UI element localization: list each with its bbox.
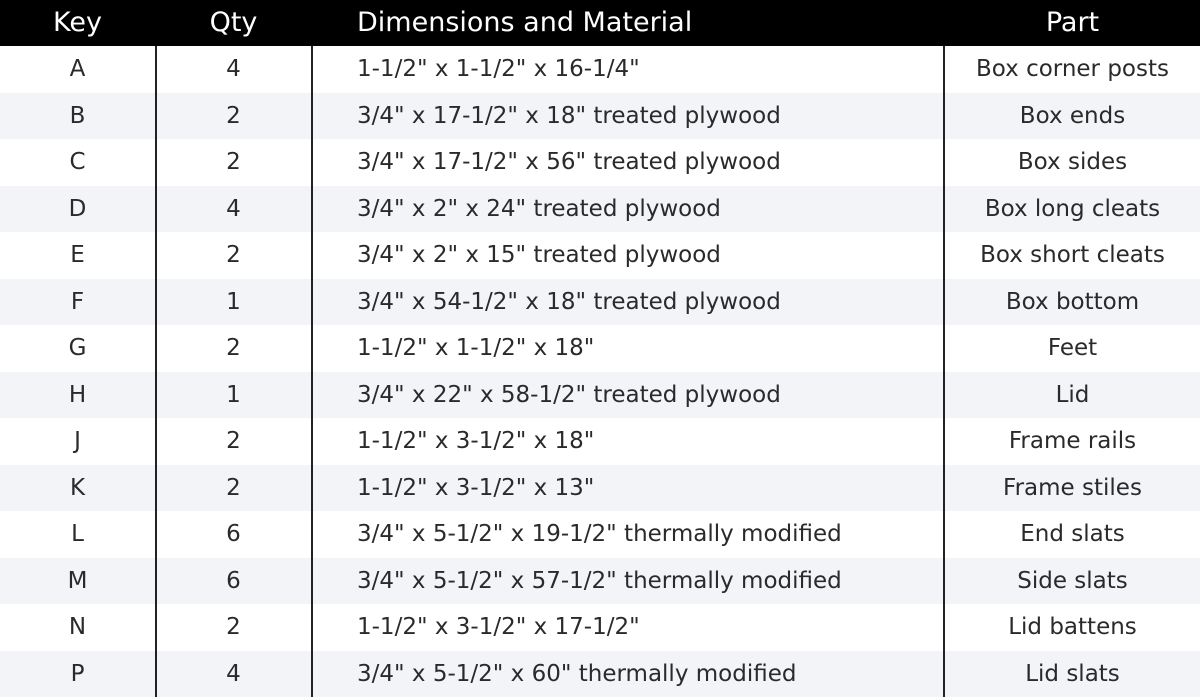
column-divider — [943, 46, 945, 697]
cell-dimensions: 3/4" x 2" x 24" treated plywood — [357, 195, 721, 222]
cell-key: C — [69, 149, 86, 175]
cell-dimensions: 1-1/2" x 3-1/2" x 13" — [357, 474, 595, 501]
cell-qty: 2 — [226, 242, 241, 268]
cell-part: Box corner posts — [976, 56, 1169, 82]
cell-qty: 6 — [226, 521, 241, 547]
cell-key: N — [68, 614, 87, 640]
cell-key: H — [68, 381, 87, 408]
cell-key: A — [69, 56, 86, 82]
cell-dimensions: 3/4" x 5-1/2" x 57-1/2" thermally modified — [357, 567, 842, 594]
column-divider — [155, 46, 157, 697]
table-row — [0, 279, 1200, 326]
cell-part: Box short cleats — [980, 242, 1165, 268]
cell-key: E — [70, 242, 85, 268]
cell-qty: 2 — [226, 149, 241, 175]
cell-qty: 2 — [226, 102, 241, 129]
cell-dimensions: 3/4" x 17-1/2" x 56" treated plywood — [357, 149, 781, 175]
cell-qty: 4 — [226, 195, 241, 222]
table-header — [0, 0, 1200, 46]
table-row — [0, 604, 1200, 651]
table-row — [0, 186, 1200, 233]
cell-part: Lid battens — [1008, 614, 1137, 640]
cell-dimensions: 3/4" x 2" x 15" treated plywood — [357, 242, 721, 268]
header-dimensions: Dimensions and Material — [357, 7, 693, 38]
table-body — [0, 46, 1200, 697]
header-part: Part — [1045, 7, 1100, 38]
cell-key: J — [74, 428, 81, 454]
cell-dimensions: 3/4" x 17-1/2" x 18" treated plywood — [357, 102, 781, 129]
cell-dimensions: 1-1/2" x 1-1/2" x 18" — [357, 335, 595, 361]
cell-key: D — [68, 195, 87, 222]
cell-part: Box ends — [1019, 102, 1126, 129]
cell-dimensions: 1-1/2" x 1-1/2" x 16-1/4" — [357, 56, 640, 82]
header-key: Key — [53, 7, 102, 38]
cell-key: G — [68, 335, 87, 361]
table-row — [0, 558, 1200, 605]
table-row — [0, 46, 1200, 93]
cell-key: M — [67, 567, 88, 594]
cell-key: L — [71, 521, 84, 547]
cell-part: Box bottom — [1005, 288, 1140, 315]
table-row — [0, 465, 1200, 512]
column-divider — [311, 46, 313, 697]
cell-qty: 1 — [226, 381, 241, 408]
cell-qty: 2 — [226, 335, 241, 361]
table-row — [0, 651, 1200, 697]
cell-part: Box sides — [1017, 149, 1128, 175]
cell-qty: 4 — [226, 660, 241, 687]
cell-key: P — [70, 660, 85, 687]
table-row — [0, 139, 1200, 186]
cell-dimensions: 3/4" x 5-1/2" x 19-1/2" thermally modified — [357, 521, 842, 547]
cell-part: Box long cleats — [984, 195, 1161, 222]
cell-part: Frame rails — [1008, 428, 1137, 454]
cell-qty: 1 — [226, 288, 241, 315]
cell-part: Lid slats — [1025, 660, 1120, 687]
cell-dimensions: 3/4" x 54-1/2" x 18" treated plywood — [357, 288, 781, 315]
cell-part: Side slats — [1017, 567, 1128, 594]
header-qty: Qty — [209, 7, 258, 38]
table-row — [0, 325, 1200, 372]
cell-dimensions: 3/4" x 5-1/2" x 60" thermally modified — [357, 660, 797, 687]
table-row — [0, 232, 1200, 279]
cell-part: Frame stiles — [1003, 474, 1142, 501]
table-row — [0, 418, 1200, 465]
cell-part: Lid — [1055, 381, 1090, 408]
cell-dimensions: 3/4" x 22" x 58-1/2" treated plywood — [357, 381, 781, 408]
cell-part: Feet — [1047, 335, 1098, 361]
cell-key: F — [70, 288, 85, 315]
cell-part: End slats — [1020, 521, 1125, 547]
cell-qty: 2 — [226, 474, 241, 501]
cell-qty: 6 — [226, 567, 241, 594]
table-row — [0, 93, 1200, 140]
table-row — [0, 511, 1200, 558]
cell-dimensions: 1-1/2" x 3-1/2" x 17-1/2" — [357, 614, 640, 640]
cell-qty: 2 — [226, 614, 241, 640]
cell-key: K — [69, 474, 86, 501]
cell-key: B — [69, 102, 86, 129]
cell-qty: 4 — [226, 56, 241, 82]
cell-qty: 2 — [226, 428, 241, 454]
cell-dimensions: 1-1/2" x 3-1/2" x 18" — [357, 428, 595, 454]
table-row — [0, 372, 1200, 419]
